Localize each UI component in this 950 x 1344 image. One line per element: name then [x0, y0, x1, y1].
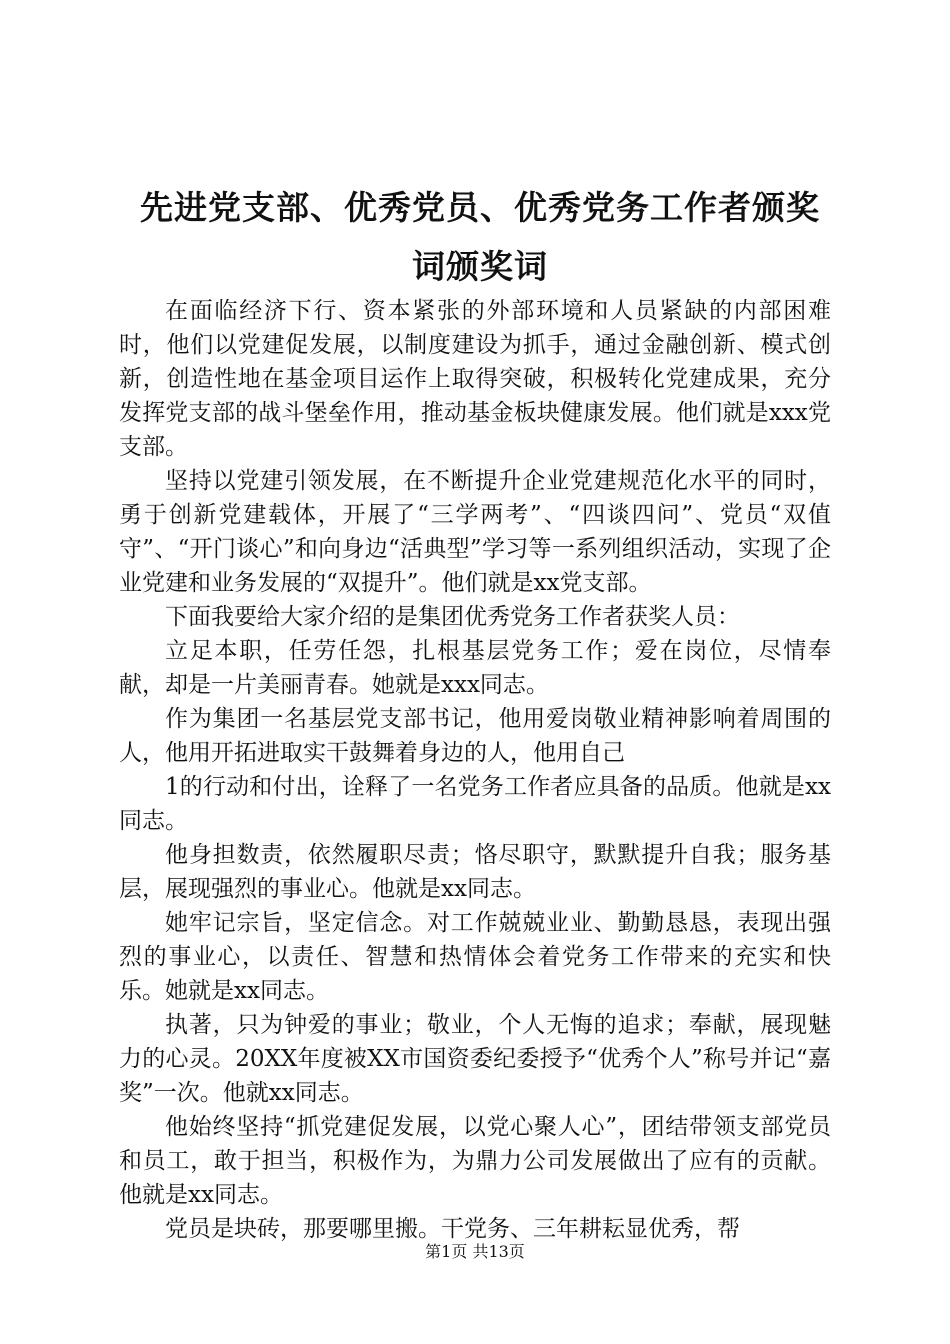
- paragraph: 她牢记宗旨，坚定信念。对工作兢兢业业、勤勤恳恳，表现出强烈的事业心，以责任、智慧和热情体会着党务工作带来的充实和快乐。她就是xx同志。: [119, 910, 831, 1004]
- paragraph: 执著，只为钟爱的事业；敬业，个人无悔的追求；奉献，展现魅力的心灵。20XX年度被XX市国资委纪委授予“优秀个人”称号并记“嘉奖”一次。他就xx同志。: [119, 1012, 831, 1106]
- paragraph: 在面临经济下行、资本紧张的外部环境和人员紧缺的内部困难时，他们以党建促发展，以制度建设为抓手，通过金融创新、模式创新，创造性地在基金项目运作上取得突破，积极转化党建成果，充分发挥党支部的战斗堡垒作用，推动基金板块健康发展。他们就是xxx党支部。: [119, 298, 831, 460]
- paragraph: 立足本职，任劳任怨，扎根基层党务工作；爱在岗位，尽情奉献，却是一片美丽青春。她就是xxx同志。: [119, 638, 831, 698]
- paragraph: 坚持以党建引领发展，在不断提升企业党建规范化水平的同时，勇于创新党建载体，开展了“三学两考”、“四谈四问”、党员“双值守”、“开门谈心”和向身边“活典型”学习等一系列组织活动，实现了企业党建和业务发展的“双提升”。他们就是xx党支部。: [119, 468, 831, 596]
- paragraph: 作为集团一名基层党支部书记，他用爱岗敬业精神影响着周围的人，他用开拓进取实干鼓舞着身边的人，他用自己: [119, 706, 831, 766]
- paragraph: 他始终坚持“抓党建促发展，以党心聚人心”，团结带领支部党员和员工，敢于担当，积极作为，为鼎力公司发展做出了应有的贡献。他就是xx同志。: [119, 1114, 831, 1208]
- paragraph: 他身担数责，依然履职尽责；恪尽职守，默默提升自我；服务基层，展现强烈的事业心。他就是xx同志。: [119, 842, 831, 902]
- document-title-line-1: 先进党支部、优秀党员、优秀党务工作者颁奖: [140, 188, 820, 227]
- document-body: [119, 294, 831, 1246]
- paragraph: 党员是块砖，那要哪里搬。干党务、三年耕耘显优秀，帮: [165, 1216, 740, 1242]
- paragraph: 1的行动和付出，诠释了一名党务工作者应具备的品质。他就是xx同志。: [119, 774, 831, 834]
- page-footer: 第1页 共13页: [425, 1242, 525, 1261]
- paragraph: 下面我要给大家介绍的是集团优秀党务工作者获奖人员：: [165, 604, 740, 630]
- document-title-line-2: 词颁奖词: [412, 247, 548, 286]
